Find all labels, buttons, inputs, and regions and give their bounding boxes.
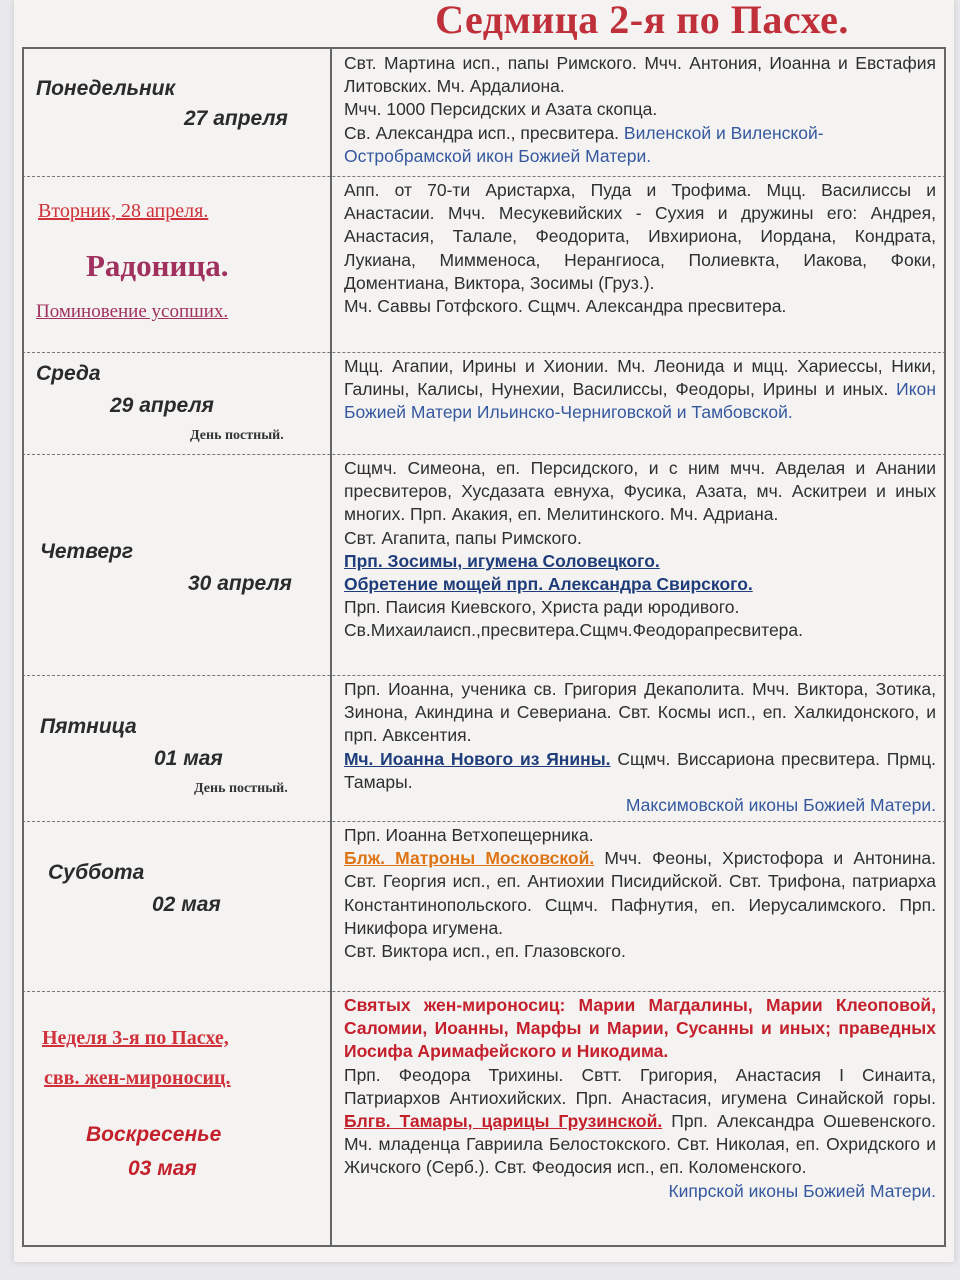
day-date: 01 мая	[154, 747, 223, 770]
day-date: 02 мая	[152, 893, 221, 916]
day-cell	[22, 675, 332, 821]
day-row-monday	[22, 49, 946, 177]
commemoration-text: Мцц. Агапии, Ирины и Хионии. Мч. Леонида и мцц. Хариессы, Ники, Галины, Калисы, Нунехии, Василиссы, Феодоры, Ирины и иных.	[344, 356, 936, 400]
day-date: 27 апреля	[184, 107, 288, 130]
commemoration-text: Мч. Саввы Готфского. Сщмч. Александра пресвитера.	[344, 296, 787, 317]
day-row-thursday	[22, 454, 946, 676]
day-name: Воскресенье	[86, 1123, 222, 1146]
sunday-title: Неделя 3-я по Пасхе,	[42, 1027, 229, 1049]
day-cell	[22, 176, 332, 352]
day-date: 03 мая	[128, 1157, 197, 1180]
commemoration-text: Мчч. Феоны, Христофора и Антонина. Свт. Георгия исп., еп. Антиохии Писидийской. Свт. Трифона, патриарха Константинопольского. Сщмч. Пафнутия, еп. Иерусалимского. Прп. Никифора игумена.	[344, 848, 936, 938]
commemoration-text: Прп. Паисия Киевского, Христа ради юродивого.	[344, 597, 740, 618]
icon-commemoration: Виленской и Виленской-Остробрамской икон Божией Матери.	[344, 122, 824, 166]
day-date: 29 апреля	[110, 394, 214, 417]
fast-day-note: День постный.	[194, 781, 288, 796]
commemorations-cell	[332, 454, 946, 675]
feast-commemoration: Блгв. Тамары, царицы Грузинской.	[344, 1111, 663, 1132]
day-name: Суббота	[48, 861, 145, 884]
commemoration-text: Апп. от 70-ти Аристарха, Пуда и Трофима. Мцц. Василиссы и Анастасии. Мчч. Месукевийских - Сухия и дружины его: Андрея, Анастасия, Талале, Феодорита, Ивхириона, Иордана, Кондрата, Лукиана, Мимменоса, Нерангиоса, Полиевкта, Иакова, Фоки, Доментиана, Виктора, Зосимы (Груз.).	[344, 180, 936, 293]
feast-commemoration: Святых жен-мироносиц: Марии Магдалины, Марии Клеоповой, Саломии, Иоанны, Марфы и Марии, Сусанны и иных; праведных Иосифа Аримафейского и Никодима.	[344, 995, 936, 1062]
day-row-wednesday	[22, 352, 946, 455]
calendar-table	[22, 47, 946, 1247]
commemorations-cell	[332, 821, 946, 991]
commemoration-text: Сщмч. Симеона, еп. Персидского, и с ним мчч. Авделая и Анании пресвитеров, Хусдазата евнуха, Фусика, Азата, мч. Аскитреи и иных многих. Прп. Акакия, еп. Мелитинского. Мч. Адриана.	[344, 458, 936, 525]
commemoration-text: Прп. Александра Ошевенского. Мч. младенца Гавриила Белостокского. Свт. Николая, еп. Охридского и Жичского (Серб.). Свт. Феодосия исп., еп. Коломенского.	[344, 1111, 936, 1178]
feast-note: Поминовение усопших.	[36, 301, 229, 322]
commemoration-text: Св. Александра исп., пресвитера.	[344, 122, 620, 143]
commemorations-cell	[332, 176, 946, 352]
day-date-heading: Вторник, 28 апреля.	[38, 200, 209, 222]
day-cell	[22, 352, 332, 454]
commemorations-cell	[332, 352, 946, 454]
commemoration-text: Свт. Виктора исп., еп. Глазовского.	[344, 941, 626, 962]
icon-commemoration: Максимовской иконы Божией Матери.	[625, 795, 936, 816]
commemoration-text: Свт. Мартина исп., папы Римского. Мчч. Антония, Иоанна и Евстафия Литовских. Мч. Ардалиона.	[344, 53, 936, 97]
day-name: Пятница	[40, 715, 137, 738]
commemoration-text: Прп. Иоанна, ученика св. Григория Декаполита. Мчч. Виктора, Зотика, Зинона, Акиндина и Севериана. Свт. Космы исп., еп. Халкидонского, и прп. Авксентия.	[344, 679, 936, 746]
icon-commemoration: Кипрской иконы Божией Матери.	[668, 1180, 936, 1201]
day-row-friday	[22, 675, 946, 822]
page-title: Седмица 2-я по Пасхе.	[435, 0, 849, 42]
sunday-subtitle: свв. жен-мироносиц.	[44, 1067, 231, 1089]
feast-commemoration: Прп. Зосимы, игумена Соловецкого.	[344, 550, 660, 571]
commemoration-text: Сщмч. Виссариона пресвитера. Прмц. Тамары.	[344, 748, 936, 792]
day-date: 30 апреля	[188, 572, 292, 595]
day-row-sunday	[22, 991, 946, 1245]
day-cell	[22, 821, 332, 991]
commemorations-cell	[332, 991, 946, 1245]
commemoration-text: Свт. Агапита, папы Римского.	[344, 527, 582, 548]
day-cell	[22, 454, 332, 675]
commemoration-text: Прп. Феодора Трихины. Свтт. Григория, Анастасия I Синаита, Патриархов Антиохийских. Прп. Анастасия, игумена Синайской горы.	[344, 1064, 936, 1108]
commemoration-text: Св.Михаилаисп.,пресвитера.Сщмч.Феодорапресвитера.	[344, 620, 804, 641]
day-row-saturday	[22, 821, 946, 992]
commemoration-text: Прп. Иоанна Ветхопещерника.	[344, 825, 594, 845]
day-name: Четверг	[40, 540, 134, 563]
day-cell	[22, 991, 332, 1245]
commemoration-text: Мчч. 1000 Персидских и Азата скопца.	[344, 99, 658, 120]
feast-commemoration: Обретение мощей прп. Александра Свирского.	[344, 574, 753, 595]
feast-title: Радоница.	[86, 248, 229, 283]
day-row-tuesday	[22, 176, 946, 353]
day-name: Среда	[36, 362, 101, 385]
fast-day-note: День постный.	[190, 428, 284, 443]
icon-commemoration: Икон Божией Матери Ильинско-Черниговской и Тамбовской.	[344, 379, 936, 423]
day-cell	[22, 49, 332, 176]
commemorations-cell	[332, 675, 946, 821]
feast-commemoration: Блж. Матроны Московской.	[344, 848, 595, 869]
day-name: Понедельник	[36, 77, 176, 100]
feast-commemoration: Мч. Иоанна Нового из Янины.	[344, 748, 611, 769]
commemorations-cell	[332, 49, 946, 176]
